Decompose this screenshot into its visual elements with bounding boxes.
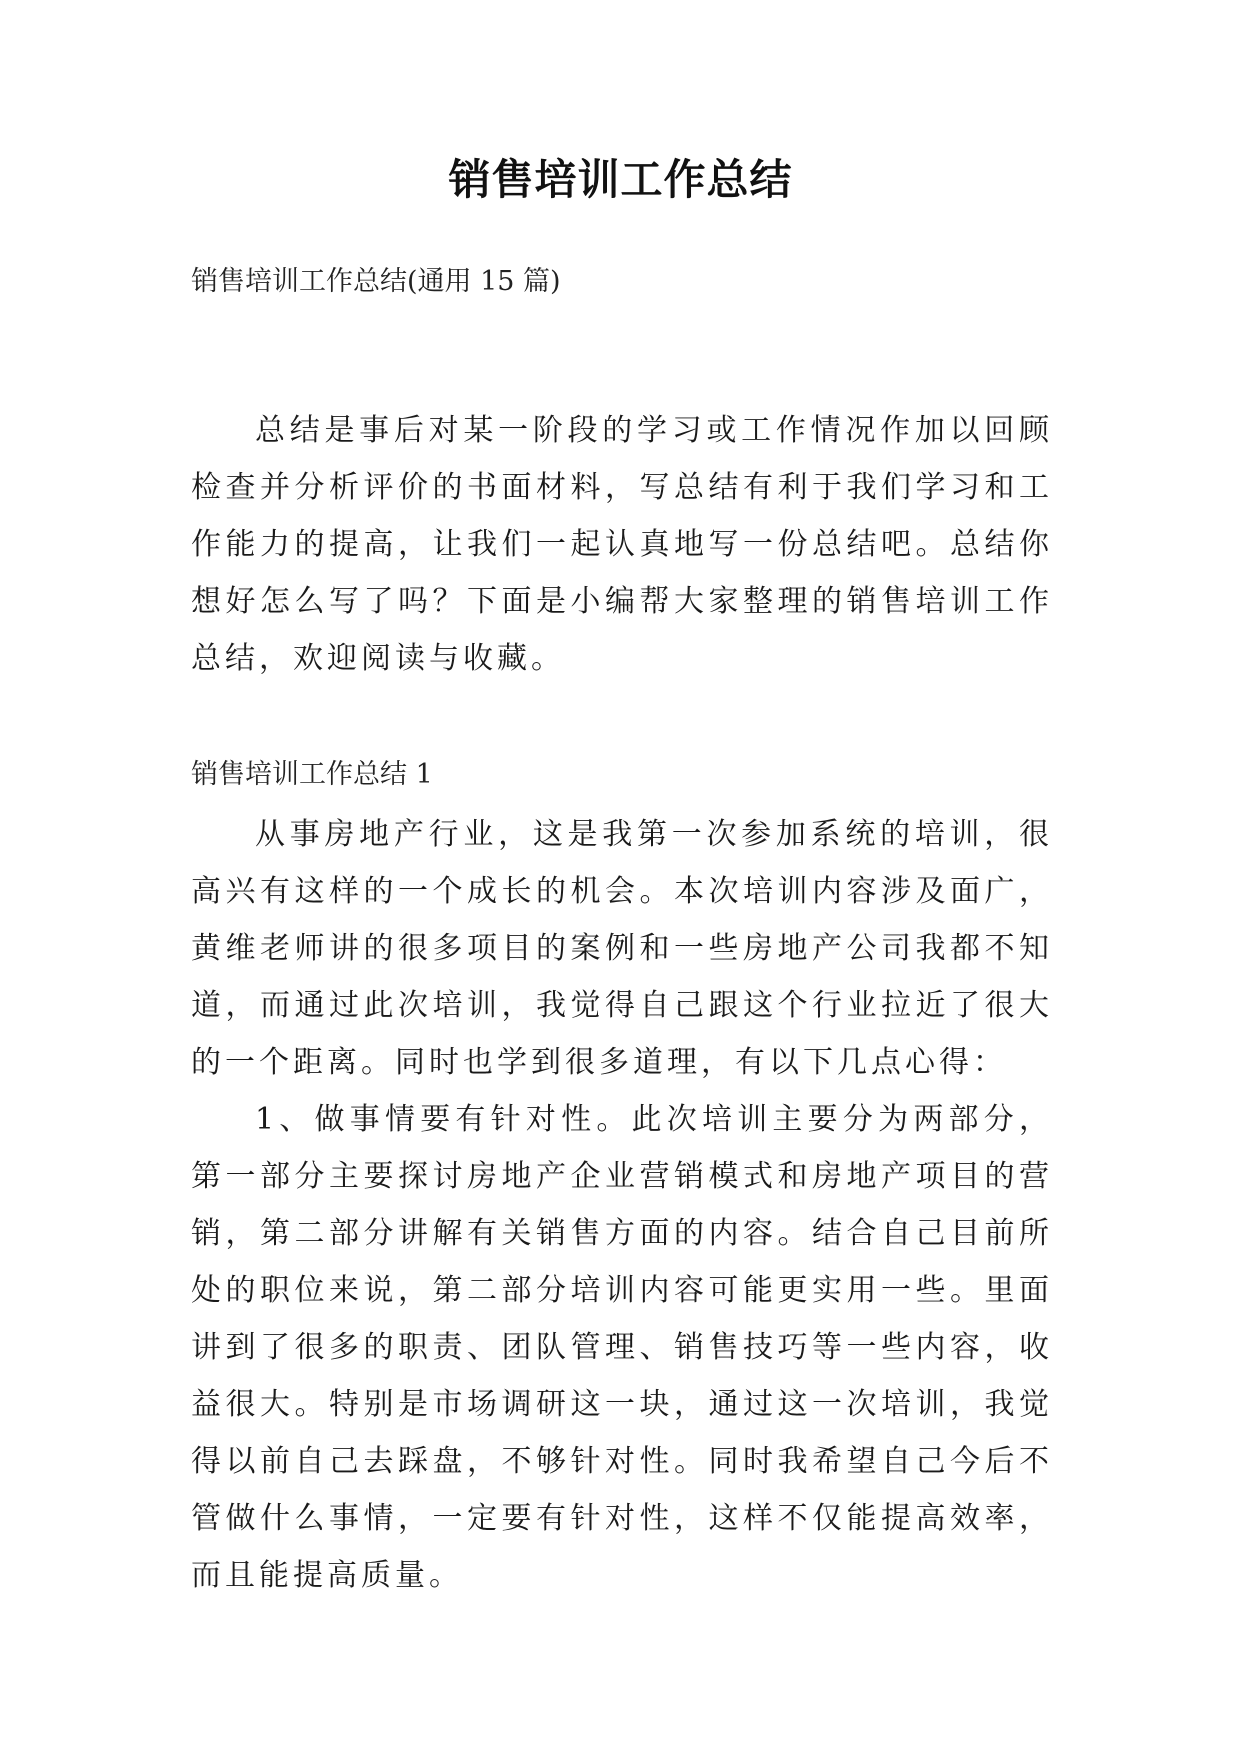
document-title: 销售培训工作总结 [448, 155, 793, 204]
section-heading: 销售培训工作总结 1 [191, 759, 433, 790]
section-body [191, 806, 1053, 1604]
body-paragraph: 1、做事情要有针对性。此次培训主要分为两部分，第一部分主要探讨房地产企业营销模式和房地产项目的营销，第二部分讲解有关销售方面的内容。结合自己目前所处的职位来说，第二部分培训内容可能更实用一些。里面讲到了很多的职责、团队管理、销售技巧等一些内容，收益很大。特别是市场调研这一块，通过这一次培训，我觉得以前自己去踩盘，不够针对性。同时我希望自己今后不管做什么事情，一定要有针对性，这样不仅能提高效率，而且能提高质量。 [191, 1102, 1053, 1593]
intro-paragraph: 总结是事后对某一阶段的学习或工作情况作加以回顾检查并分析评价的书面材料，写总结有利于我们学习和工作能力的提高，让我们一起认真地写一份总结吧。总结你想好怎么写了吗？下面是小编帮大家整理的销售培训工作总结，欢迎阅读与收藏。 [191, 413, 1053, 676]
body-paragraph: 从事房地产行业，这是我第一次参加系统的培训，很高兴有这样的一个成长的机会。本次培训内容涉及面广，黄维老师讲的很多项目的案例和一些房地产公司我都不知道，而通过此次培训，我觉得自己跟这个行业拉近了很大的一个距离。同时也学到很多道理，有以下几点心得： [191, 817, 1053, 1080]
document-subtitle: 销售培训工作总结(通用 15 篇) [191, 266, 561, 297]
